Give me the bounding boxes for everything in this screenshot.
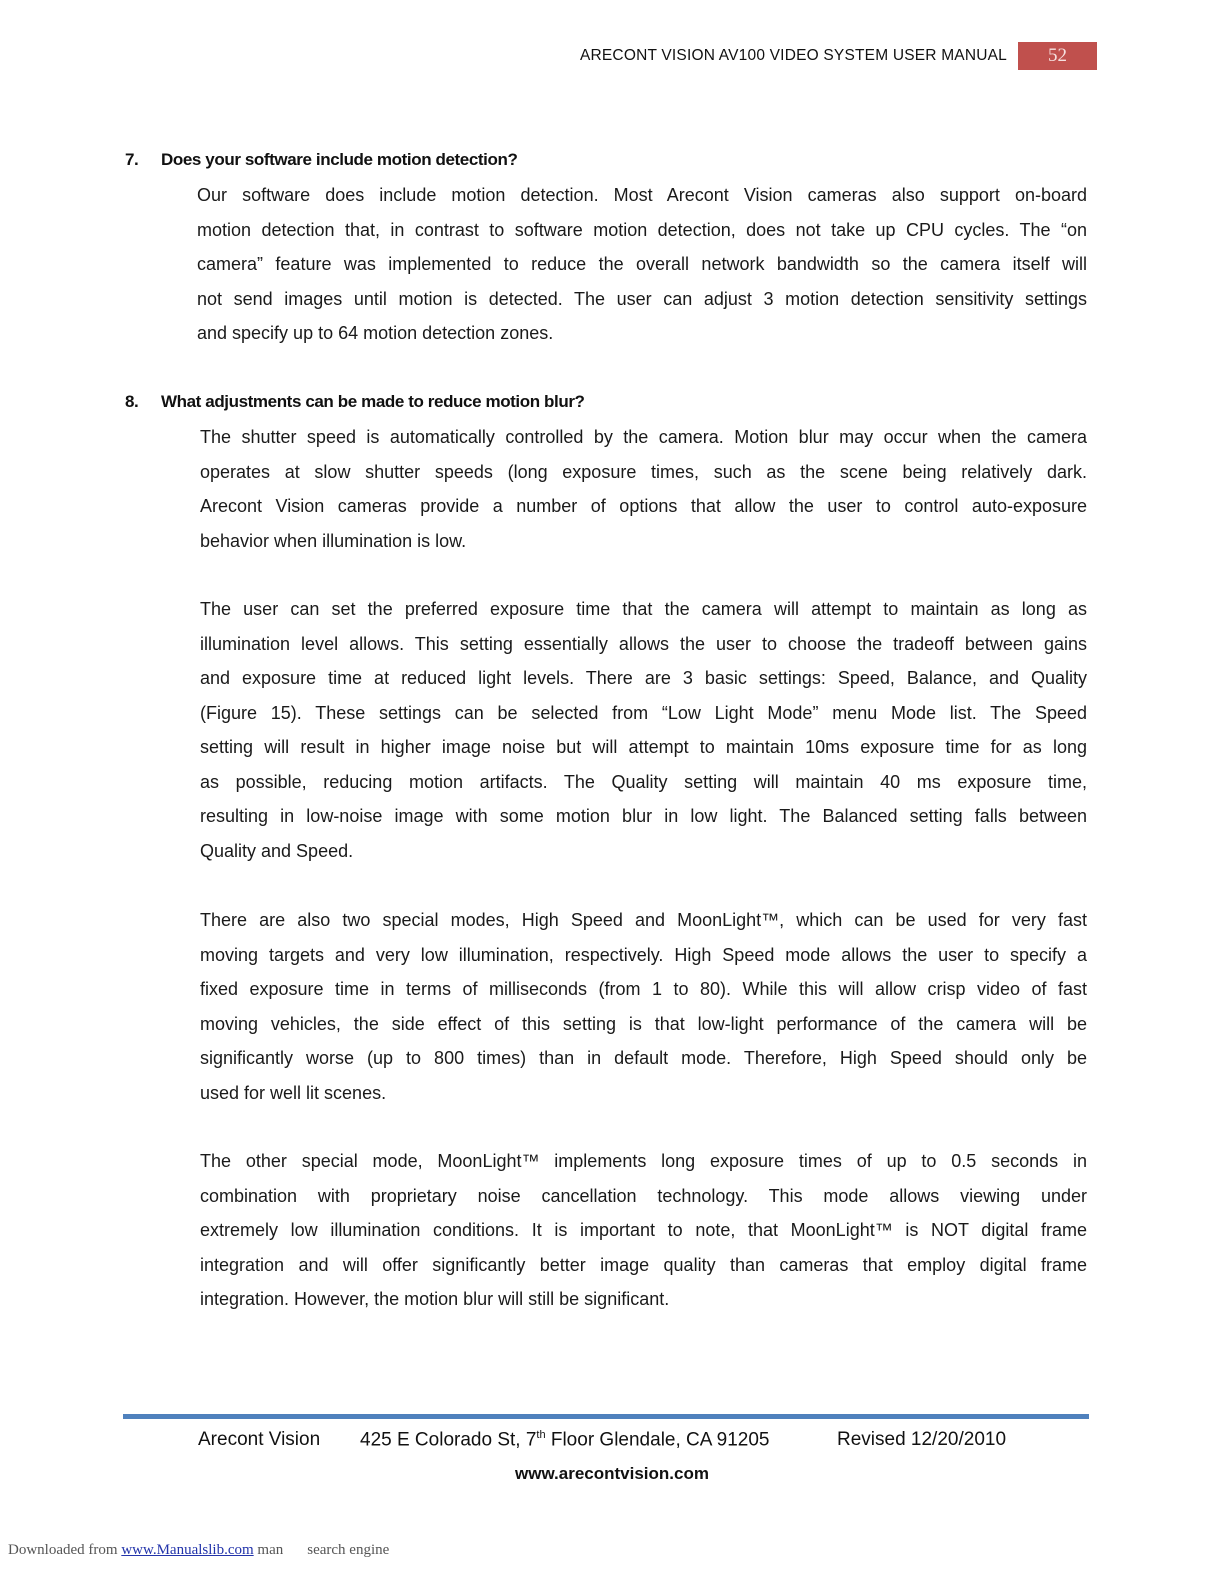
question-7-heading [125, 150, 517, 170]
footer-address-sup: th [536, 1429, 546, 1441]
footer-address [360, 1429, 770, 1451]
answer-8-p2-line: Quality and Speed. [200, 840, 354, 861]
answer-7-line: Our software does include motion detection. Most Arecont Vision cameras also support on-board [197, 185, 1087, 205]
answer-8-p3-line: significantly worse (up to 800 times) than in default mode. Therefore, High Speed should only be [200, 1048, 1087, 1068]
question-7-number: 7. [125, 150, 139, 169]
footer-company: Arecont Vision [198, 1429, 321, 1450]
answer-8-p4-line: combination with proprietary noise cancellation technology. This mode allows viewing under [200, 1185, 1087, 1206]
answer-7-line: not send images until motion is detected. The user can adjust 3 motion detection sensitivity settings [197, 288, 1087, 309]
answer-8-p2-line: as possible, reducing motion artifacts. The Quality setting will maintain 40 ms exposure time, [200, 771, 1087, 792]
download-word-search-engine: search engine [307, 1542, 390, 1558]
manualslib-link[interactable]: www.Manualslib.com [121, 1542, 254, 1558]
download-source-bar [8, 1542, 389, 1559]
answer-7-paragraph [197, 178, 1087, 351]
answer-8-p3-line: fixed exposure time in terms of milliseconds (from 1 to 80). While this will allow crisp video of fast [200, 979, 1087, 999]
answer-8-p4-line: extremely low illumination conditions. It is important to note, that MoonLight™ is NOT digital frame [200, 1220, 1087, 1240]
answer-8-p3-line: used for well lit scenes. [200, 1082, 387, 1103]
answer-8-p1-line: behavior when illumination is low. [200, 530, 467, 551]
footer-address-rest: Floor Glendale, CA 91205 [545, 1429, 770, 1451]
footer-website: www.arecontvision.com [515, 1464, 709, 1483]
answer-8-p1-line: Arecont Vision cameras provide a number of options that allow the user to control auto-exposure [200, 496, 1087, 516]
running-header-title: ARECONT VISION AV100 VIDEO SYSTEM USER MANUAL [579, 47, 1007, 64]
answer-8-p2-line: and exposure time at reduced light levels. There are 3 basic settings: Speed, Balance, and Quality [200, 668, 1087, 688]
footer-divider [123, 1414, 1089, 1419]
answer-8-p3-line: moving vehicles, the side effect of this setting is that low-light performance of the camera will be [200, 1013, 1087, 1034]
answer-8-p2-line: (Figure 15). These settings can be selected from “Low Light Mode” menu Mode list. The Speed [200, 702, 1087, 723]
answer-8-p1-line: operates at slow shutter speeds (long exposure times, such as the scene being relatively dark. [200, 461, 1087, 482]
answer-8-p4-line: The other special mode, MoonLight™ implements long exposure times of up to 0.5 seconds in [200, 1151, 1087, 1171]
answer-8-p4-line: integration and will offer significantly better image quality than cameras that employ digital frame [200, 1254, 1087, 1275]
answer-8-p4-line: integration. However, the motion blur will still be significant. [200, 1289, 670, 1309]
answer-8-p1-line: The shutter speed is automatically controlled by the camera. Motion blur may occur when the camera [200, 427, 1087, 447]
answer-8-paragraph-2 [200, 592, 1087, 868]
download-prefix: Downloaded from [8, 1542, 122, 1558]
answer-7-line: camera” feature was implemented to reduce the overall network bandwidth so the camera itself will [197, 254, 1087, 274]
answer-8-p2-line: resulting in low-noise image with some motion blur in low light. The Balanced setting falls between [200, 806, 1087, 826]
answer-8-paragraph-4 [200, 1144, 1087, 1317]
question-8-text: What adjustments can be made to reduce motion blur? [161, 392, 585, 411]
question-7-text: Does your software include motion detection? [161, 150, 518, 169]
answer-8-p2-line: illumination level allows. This setting essentially allows the user to choose the tradeoff between gains [200, 633, 1087, 654]
answer-8-p2-line: setting will result in higher image noise but will attempt to maintain 10ms exposure time for as long [200, 737, 1087, 757]
question-8-heading [125, 392, 585, 412]
answer-8-p3-line: moving targets and very low illumination, respectively. High Speed mode allows the user to specify a [200, 944, 1087, 965]
question-8-number: 8. [125, 392, 139, 411]
answer-8-paragraph-3 [200, 903, 1087, 1110]
footer-address-main: 425 E Colorado St, 7 [360, 1429, 537, 1451]
answer-7-line: motion detection that, in contrast to software motion detection, does not take up CPU cycles. The “on [197, 219, 1087, 240]
download-word-man: man [257, 1542, 284, 1558]
answer-8-p3-line: There are also two special modes, High Speed and MoonLight™, which can be used for very fast [200, 910, 1087, 930]
answer-8-p2-line: The user can set the preferred exposure time that the camera will attempt to maintain as long as [200, 599, 1087, 619]
footer-revised-date: Revised 12/20/2010 [837, 1429, 1007, 1450]
answer-7-line: and specify up to 64 motion detection zones. [197, 323, 554, 343]
answer-8-paragraph-1 [200, 420, 1087, 558]
page-number-badge: 52 [1018, 42, 1097, 70]
